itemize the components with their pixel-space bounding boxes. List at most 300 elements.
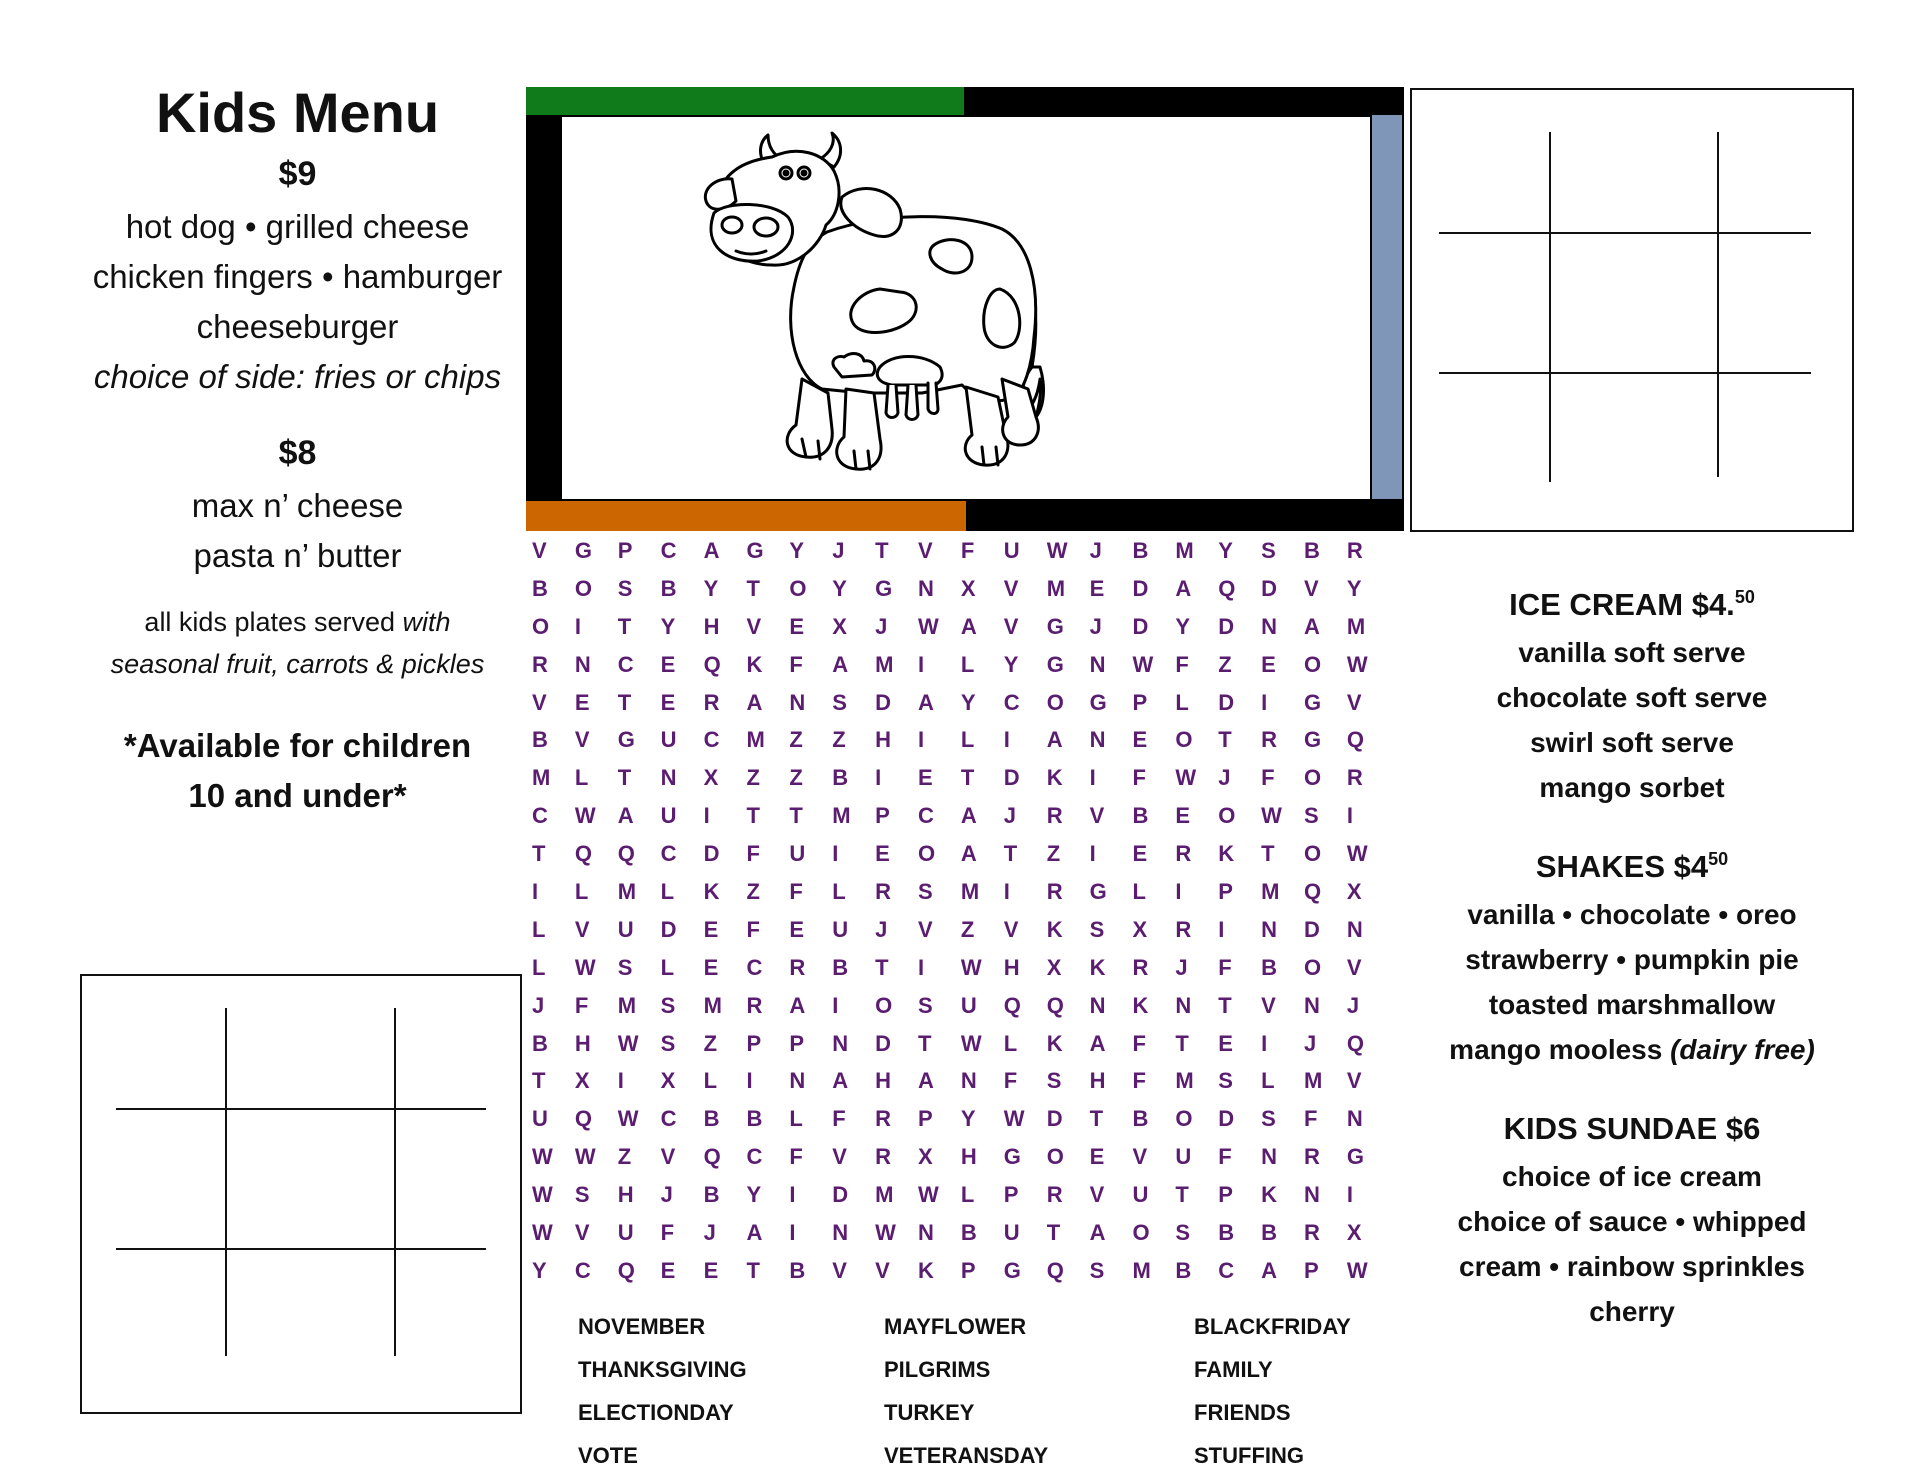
grid-letter[interactable]: T xyxy=(532,1068,546,1094)
grid-letter[interactable]: A xyxy=(746,689,763,715)
grid-letter[interactable]: A xyxy=(832,651,849,677)
grid-letter[interactable]: I xyxy=(1346,1182,1354,1208)
grid-letter[interactable]: T xyxy=(1218,727,1232,753)
grid-letter[interactable]: C xyxy=(660,841,677,867)
grid-letter[interactable]: C xyxy=(746,1144,763,1170)
word-search-grid[interactable] xyxy=(528,532,1388,1290)
grid-letter[interactable]: R xyxy=(1175,841,1192,867)
grid-letter[interactable]: S xyxy=(1261,537,1276,563)
grid-letter[interactable]: U xyxy=(660,803,677,829)
grid-letter[interactable]: A xyxy=(918,689,934,715)
grid-letter[interactable]: F xyxy=(746,916,760,942)
grid-letter[interactable]: E xyxy=(1261,651,1276,677)
grid-letter[interactable]: P xyxy=(1218,878,1233,904)
grid-letter[interactable]: H xyxy=(617,1182,634,1208)
grid-letter[interactable]: P xyxy=(617,537,633,563)
grid-letter[interactable]: U xyxy=(960,992,977,1018)
grid-letter[interactable]: X xyxy=(1132,916,1148,942)
grid-letter[interactable]: J xyxy=(875,916,888,942)
grid-letter[interactable]: S xyxy=(660,992,676,1018)
grid-letter[interactable]: R xyxy=(1304,1219,1320,1245)
grid-letter[interactable]: Y xyxy=(660,613,676,639)
grid-letter[interactable]: E xyxy=(660,651,676,677)
grid-letter[interactable]: A xyxy=(960,803,977,829)
grid-letter[interactable]: E xyxy=(1132,727,1148,753)
grid-letter[interactable]: A xyxy=(746,1219,763,1245)
grid-letter[interactable]: B xyxy=(660,575,677,601)
grid-letter[interactable]: N xyxy=(789,1068,806,1094)
grid-letter[interactable]: C xyxy=(532,803,548,829)
grid-letter[interactable]: W xyxy=(960,1030,982,1056)
grid-letter[interactable]: S xyxy=(832,689,847,715)
grid-letter[interactable]: A xyxy=(960,841,977,867)
grid-letter[interactable]: T xyxy=(746,803,760,829)
grid-letter[interactable]: A xyxy=(1089,1030,1106,1056)
grid-letter[interactable]: D xyxy=(1218,689,1235,715)
grid-letter[interactable]: N xyxy=(832,1219,849,1245)
grid-letter[interactable]: F xyxy=(789,651,803,677)
grid-letter[interactable]: R xyxy=(1175,916,1192,942)
grid-letter[interactable]: Y xyxy=(960,1106,976,1132)
grid-letter[interactable]: F xyxy=(660,1219,675,1245)
grid-letter[interactable]: X xyxy=(1346,1219,1362,1245)
grid-letter[interactable]: F xyxy=(746,841,760,867)
grid-letter[interactable]: I xyxy=(832,992,839,1018)
grid-letter[interactable]: N xyxy=(1304,992,1320,1018)
coloring-area[interactable] xyxy=(562,117,1370,499)
grid-letter[interactable]: Q xyxy=(1003,992,1021,1018)
grid-letter[interactable]: G xyxy=(1046,613,1064,639)
grid-letter[interactable]: F xyxy=(1132,1030,1146,1056)
grid-letter[interactable]: C xyxy=(703,727,720,753)
grid-letter[interactable]: G xyxy=(875,575,893,601)
grid-letter[interactable]: E xyxy=(703,954,719,980)
grid-letter[interactable]: O xyxy=(1175,1106,1193,1132)
grid-letter[interactable]: F xyxy=(832,1106,846,1132)
grid-letter[interactable]: U xyxy=(1003,537,1020,563)
grid-letter[interactable]: R xyxy=(1346,537,1363,563)
grid-letter[interactable]: M xyxy=(532,765,551,791)
grid-letter[interactable]: Z xyxy=(789,727,803,753)
grid-letter[interactable]: E xyxy=(1089,575,1105,601)
grid-letter[interactable]: K xyxy=(746,651,763,677)
grid-letter[interactable]: W xyxy=(1346,841,1368,867)
grid-letter[interactable]: N xyxy=(1346,916,1363,942)
grid-letter[interactable]: B xyxy=(703,1182,720,1208)
grid-letter[interactable]: D xyxy=(832,1182,849,1208)
grid-letter[interactable]: V xyxy=(1346,1068,1362,1094)
grid-letter[interactable]: Z xyxy=(746,765,760,791)
grid-letter[interactable]: U xyxy=(1175,1144,1192,1170)
grid-letter[interactable]: E xyxy=(918,765,933,791)
grid-letter[interactable]: T xyxy=(746,1257,760,1283)
grid-letter[interactable]: U xyxy=(617,1219,634,1245)
grid-letter[interactable]: D xyxy=(1132,613,1149,639)
grid-letter[interactable]: N xyxy=(789,689,806,715)
grid-letter[interactable]: W xyxy=(532,1144,553,1170)
grid-letter[interactable]: X xyxy=(1046,954,1062,980)
grid-letter[interactable]: I xyxy=(1003,878,1010,904)
grid-letter[interactable]: C xyxy=(660,537,677,563)
grid-letter[interactable]: I xyxy=(1261,1030,1268,1056)
grid-letter[interactable]: W xyxy=(532,1219,553,1245)
grid-letter[interactable]: S xyxy=(1089,1257,1105,1283)
grid-letter[interactable]: V xyxy=(1304,575,1319,601)
grid-letter[interactable]: L xyxy=(1132,878,1146,904)
grid-letter[interactable]: L xyxy=(1175,689,1189,715)
grid-letter[interactable]: Z xyxy=(746,878,760,904)
grid-letter[interactable]: D xyxy=(1218,613,1235,639)
grid-letter[interactable]: F xyxy=(1261,765,1275,791)
grid-letter[interactable]: M xyxy=(617,992,637,1018)
grid-letter[interactable]: S xyxy=(660,1030,676,1056)
grid-letter[interactable]: Z xyxy=(1046,841,1061,867)
grid-letter[interactable]: A xyxy=(1046,727,1063,753)
grid-letter[interactable]: R xyxy=(1132,954,1149,980)
grid-letter[interactable]: D xyxy=(1218,1106,1235,1132)
grid-letter[interactable]: L xyxy=(574,878,589,904)
grid-letter[interactable]: V xyxy=(532,689,547,715)
grid-letter[interactable]: A xyxy=(789,992,806,1018)
grid-letter[interactable]: X xyxy=(703,765,719,791)
grid-letter[interactable]: M xyxy=(875,651,894,677)
grid-letter[interactable]: W xyxy=(1346,651,1368,677)
grid-letter[interactable]: O xyxy=(1304,651,1322,677)
grid-letter[interactable]: A xyxy=(960,613,977,639)
grid-letter[interactable]: Q xyxy=(1346,1030,1365,1056)
grid-letter[interactable]: M xyxy=(1175,537,1194,563)
grid-letter[interactable]: Q xyxy=(1046,992,1064,1018)
grid-letter[interactable]: O xyxy=(918,841,936,867)
grid-letter[interactable]: V xyxy=(574,1219,590,1245)
grid-letter[interactable]: Y xyxy=(746,1182,762,1208)
grid-letter[interactable]: H xyxy=(875,727,892,753)
grid-letter[interactable]: Q xyxy=(1046,1257,1064,1283)
grid-letter[interactable]: T xyxy=(1175,1030,1189,1056)
grid-letter[interactable]: D xyxy=(1261,575,1278,601)
grid-letter[interactable]: D xyxy=(875,1030,892,1056)
grid-letter[interactable]: T xyxy=(617,613,632,639)
grid-letter[interactable]: I xyxy=(789,1182,796,1208)
tic-tac-toe-board-left[interactable] xyxy=(80,974,522,1414)
grid-letter[interactable]: S xyxy=(617,954,633,980)
grid-letter[interactable]: V xyxy=(532,537,547,563)
grid-letter[interactable]: T xyxy=(1261,841,1275,867)
grid-letter[interactable]: X xyxy=(918,1144,933,1170)
grid-letter[interactable]: T xyxy=(617,765,632,791)
grid-letter[interactable]: D xyxy=(660,916,677,942)
grid-letter[interactable]: S xyxy=(1304,803,1319,829)
grid-letter[interactable]: C xyxy=(1003,689,1020,715)
grid-letter[interactable]: E xyxy=(703,916,719,942)
grid-letter[interactable]: L xyxy=(703,1068,718,1094)
grid-letter[interactable]: W xyxy=(1046,537,1068,563)
grid-letter[interactable]: G xyxy=(1046,651,1064,677)
grid-letter[interactable]: W xyxy=(574,954,596,980)
grid-letter[interactable]: C xyxy=(660,1106,677,1132)
grid-letter[interactable]: O xyxy=(1046,689,1064,715)
grid-letter[interactable]: N xyxy=(1261,613,1278,639)
grid-letter[interactable]: U xyxy=(660,727,677,753)
grid-letter[interactable]: H xyxy=(1089,1068,1106,1094)
grid-letter[interactable]: B xyxy=(1261,1219,1278,1245)
grid-letter[interactable]: F xyxy=(1132,765,1146,791)
grid-letter[interactable]: M xyxy=(832,803,851,829)
grid-letter[interactable]: X xyxy=(832,613,847,639)
grid-letter[interactable]: F xyxy=(1304,1106,1318,1132)
grid-letter[interactable]: E xyxy=(1089,1144,1105,1170)
grid-letter[interactable]: N xyxy=(1346,1106,1363,1132)
grid-letter[interactable]: F xyxy=(789,878,803,904)
grid-letter[interactable]: I xyxy=(574,613,582,639)
grid-letter[interactable]: N xyxy=(960,1068,977,1094)
grid-letter[interactable]: V xyxy=(832,1257,847,1283)
grid-letter[interactable]: Y xyxy=(1003,651,1019,677)
grid-letter[interactable]: J xyxy=(1346,992,1360,1018)
grid-letter[interactable]: E xyxy=(660,689,676,715)
grid-letter[interactable]: N xyxy=(1089,992,1106,1018)
grid-letter[interactable]: J xyxy=(875,613,888,639)
grid-letter[interactable]: K xyxy=(1132,992,1149,1018)
grid-letter[interactable]: C xyxy=(574,1257,591,1283)
grid-letter[interactable]: F xyxy=(1175,651,1189,677)
grid-letter[interactable]: H xyxy=(875,1068,892,1094)
grid-letter[interactable]: C xyxy=(617,651,634,677)
grid-letter[interactable]: T xyxy=(789,803,803,829)
grid-letter[interactable]: T xyxy=(1046,1219,1061,1245)
grid-letter[interactable]: E xyxy=(789,613,805,639)
grid-letter[interactable]: W xyxy=(532,1182,553,1208)
grid-letter[interactable]: B xyxy=(1304,537,1320,563)
grid-letter[interactable]: P xyxy=(918,1106,933,1132)
grid-letter[interactable]: V xyxy=(574,916,590,942)
grid-letter[interactable]: F xyxy=(1003,1068,1018,1094)
grid-letter[interactable]: L xyxy=(960,651,975,677)
grid-letter[interactable]: O xyxy=(574,575,593,601)
grid-letter[interactable]: I xyxy=(918,727,925,753)
grid-letter[interactable]: V xyxy=(574,727,590,753)
grid-letter[interactable]: W xyxy=(574,803,596,829)
grid-letter[interactable]: K xyxy=(1046,765,1063,791)
grid-letter[interactable]: V xyxy=(1346,954,1362,980)
grid-letter[interactable]: X xyxy=(574,1068,590,1094)
grid-letter[interactable]: D xyxy=(1304,916,1320,942)
grid-letter[interactable]: K xyxy=(1046,916,1063,942)
grid-letter[interactable]: U xyxy=(532,1106,548,1132)
grid-letter[interactable]: B xyxy=(832,765,849,791)
grid-letter[interactable]: X xyxy=(660,1068,676,1094)
grid-letter[interactable]: Z xyxy=(1218,651,1232,677)
grid-letter[interactable]: D xyxy=(1046,1106,1063,1132)
grid-letter[interactable]: N xyxy=(918,575,934,601)
grid-letter[interactable]: N xyxy=(1261,916,1278,942)
grid-letter[interactable]: P xyxy=(960,1257,976,1283)
grid-letter[interactable]: O xyxy=(1218,803,1236,829)
grid-letter[interactable]: M xyxy=(1261,878,1280,904)
grid-letter[interactable]: O xyxy=(1304,841,1322,867)
grid-letter[interactable]: V xyxy=(1003,613,1019,639)
grid-letter[interactable]: R xyxy=(1046,878,1063,904)
grid-letter[interactable]: Y xyxy=(789,537,805,563)
grid-letter[interactable]: P xyxy=(1132,689,1148,715)
grid-letter[interactable]: I xyxy=(1346,803,1354,829)
grid-letter[interactable]: A xyxy=(1304,613,1320,639)
grid-letter[interactable]: J xyxy=(660,1182,673,1208)
grid-letter[interactable]: Y xyxy=(1346,575,1362,601)
grid-letter[interactable]: T xyxy=(1175,1182,1189,1208)
grid-letter[interactable]: V xyxy=(1089,1182,1105,1208)
grid-letter[interactable]: O xyxy=(1175,727,1193,753)
grid-letter[interactable]: B xyxy=(1132,803,1149,829)
grid-letter[interactable]: P xyxy=(1304,1257,1319,1283)
grid-letter[interactable]: X xyxy=(1346,878,1362,904)
grid-letter[interactable]: I xyxy=(875,765,882,791)
grid-letter[interactable]: O xyxy=(532,613,550,639)
grid-letter[interactable]: M xyxy=(1304,1068,1323,1094)
grid-letter[interactable]: J xyxy=(1089,613,1102,639)
grid-letter[interactable]: H xyxy=(703,613,720,639)
grid-letter[interactable]: B xyxy=(789,1257,806,1283)
grid-letter[interactable]: L xyxy=(532,916,546,942)
grid-letter[interactable]: L xyxy=(960,1182,975,1208)
grid-letter[interactable]: W xyxy=(875,1219,896,1245)
grid-letter[interactable]: N xyxy=(574,651,591,677)
grid-letter[interactable]: I xyxy=(918,954,925,980)
grid-letter[interactable]: N xyxy=(1261,1144,1278,1170)
grid-letter[interactable]: F xyxy=(960,537,975,563)
grid-letter[interactable]: N xyxy=(918,1219,934,1245)
grid-letter[interactable]: L xyxy=(960,727,975,753)
grid-letter[interactable]: N xyxy=(1089,651,1106,677)
grid-letter[interactable]: S xyxy=(574,1182,590,1208)
grid-letter[interactable]: J xyxy=(1089,537,1102,563)
grid-letter[interactable]: F xyxy=(789,1144,803,1170)
grid-letter[interactable]: W xyxy=(1132,651,1154,677)
grid-letter[interactable]: V xyxy=(832,1144,847,1170)
grid-letter[interactable]: H xyxy=(960,1144,977,1170)
grid-letter[interactable]: Q xyxy=(1346,727,1365,753)
grid-letter[interactable]: D xyxy=(703,841,720,867)
grid-letter[interactable]: X xyxy=(960,575,976,601)
grid-letter[interactable]: U xyxy=(617,916,634,942)
grid-letter[interactable]: G xyxy=(746,537,764,563)
grid-letter[interactable]: Q xyxy=(1304,878,1322,904)
grid-letter[interactable]: I xyxy=(617,1068,624,1094)
grid-letter[interactable]: N xyxy=(1089,727,1106,753)
grid-letter[interactable]: T xyxy=(875,954,889,980)
grid-letter[interactable]: K xyxy=(1089,954,1106,980)
grid-letter[interactable]: L xyxy=(1261,1068,1275,1094)
grid-letter[interactable]: H xyxy=(574,1030,591,1056)
grid-letter[interactable]: T xyxy=(532,841,546,867)
grid-letter[interactable]: W xyxy=(960,954,982,980)
grid-letter[interactable]: R xyxy=(875,1106,892,1132)
grid-letter[interactable]: R xyxy=(746,992,763,1018)
grid-letter[interactable]: L xyxy=(660,954,675,980)
grid-letter[interactable]: N xyxy=(1304,1182,1320,1208)
grid-letter[interactable]: Y xyxy=(960,689,976,715)
grid-letter[interactable]: I xyxy=(789,1219,796,1245)
grid-letter[interactable]: P xyxy=(1218,1182,1233,1208)
grid-letter[interactable]: Z xyxy=(832,727,846,753)
grid-letter[interactable]: E xyxy=(875,841,890,867)
grid-letter[interactable]: B xyxy=(960,1219,977,1245)
grid-letter[interactable]: M xyxy=(960,878,980,904)
grid-letter[interactable]: V xyxy=(918,916,933,942)
grid-letter[interactable]: W xyxy=(918,1182,939,1208)
grid-letter[interactable]: G xyxy=(1089,689,1107,715)
grid-letter[interactable]: E xyxy=(1218,1030,1233,1056)
grid-letter[interactable]: M xyxy=(1346,613,1366,639)
grid-letter[interactable]: P xyxy=(746,1030,762,1056)
grid-letter[interactable]: A xyxy=(1175,575,1192,601)
grid-letter[interactable]: G xyxy=(1304,727,1322,753)
grid-letter[interactable]: W xyxy=(574,1144,596,1170)
grid-letter[interactable]: Z xyxy=(617,1144,632,1170)
grid-letter[interactable]: R xyxy=(1046,1182,1063,1208)
grid-letter[interactable]: Z xyxy=(960,916,975,942)
grid-letter[interactable]: Q xyxy=(703,651,721,677)
grid-letter[interactable]: L xyxy=(789,1106,803,1132)
grid-letter[interactable]: M xyxy=(1132,1257,1151,1283)
grid-letter[interactable]: A xyxy=(832,1068,849,1094)
grid-letter[interactable]: O xyxy=(1304,765,1322,791)
grid-letter[interactable]: O xyxy=(1046,1144,1064,1170)
grid-letter[interactable]: S xyxy=(617,575,633,601)
grid-letter[interactable]: I xyxy=(1089,841,1096,867)
grid-letter[interactable]: E xyxy=(660,1257,676,1283)
grid-letter[interactable]: N xyxy=(832,1030,849,1056)
grid-letter[interactable]: W xyxy=(617,1030,639,1056)
grid-letter[interactable]: V xyxy=(660,1144,676,1170)
grid-letter[interactable]: T xyxy=(1089,1106,1104,1132)
grid-letter[interactable]: Y xyxy=(1218,537,1233,563)
grid-letter[interactable]: A xyxy=(1261,1257,1278,1283)
grid-letter[interactable]: J xyxy=(832,537,845,563)
grid-letter[interactable]: D xyxy=(1132,575,1149,601)
grid-letter[interactable]: O xyxy=(1132,1219,1150,1245)
grid-letter[interactable]: J xyxy=(1175,954,1188,980)
grid-letter[interactable]: T xyxy=(1218,992,1232,1018)
grid-letter[interactable]: V xyxy=(1261,992,1276,1018)
grid-letter[interactable]: Y xyxy=(703,575,719,601)
grid-letter[interactable]: Q xyxy=(617,841,635,867)
grid-letter[interactable]: M xyxy=(746,727,765,753)
grid-letter[interactable]: B xyxy=(1218,1219,1235,1245)
grid-letter[interactable]: W xyxy=(1261,803,1282,829)
grid-letter[interactable]: Z xyxy=(789,765,803,791)
grid-letter[interactable]: I xyxy=(1218,916,1225,942)
grid-letter[interactable]: U xyxy=(1003,1219,1020,1245)
grid-letter[interactable]: F xyxy=(574,992,589,1018)
grid-letter[interactable]: V xyxy=(746,613,762,639)
grid-letter[interactable]: M xyxy=(703,992,722,1018)
grid-letter[interactable]: B xyxy=(1175,1257,1192,1283)
grid-letter[interactable]: V xyxy=(1132,1144,1148,1170)
grid-letter[interactable]: W xyxy=(617,1106,639,1132)
grid-letter[interactable]: V xyxy=(1089,803,1105,829)
grid-letter[interactable]: Z xyxy=(703,1030,718,1056)
grid-letter[interactable]: M xyxy=(875,1182,894,1208)
grid-letter[interactable]: L xyxy=(1003,1030,1018,1056)
grid-letter[interactable]: T xyxy=(746,575,760,601)
grid-letter[interactable]: K xyxy=(1046,1030,1063,1056)
grid-letter[interactable]: N xyxy=(1175,992,1192,1018)
grid-letter[interactable]: U xyxy=(1132,1182,1149,1208)
grid-letter[interactable]: K xyxy=(1218,841,1235,867)
grid-letter[interactable]: G xyxy=(1003,1257,1021,1283)
grid-letter[interactable]: Y xyxy=(1175,613,1191,639)
